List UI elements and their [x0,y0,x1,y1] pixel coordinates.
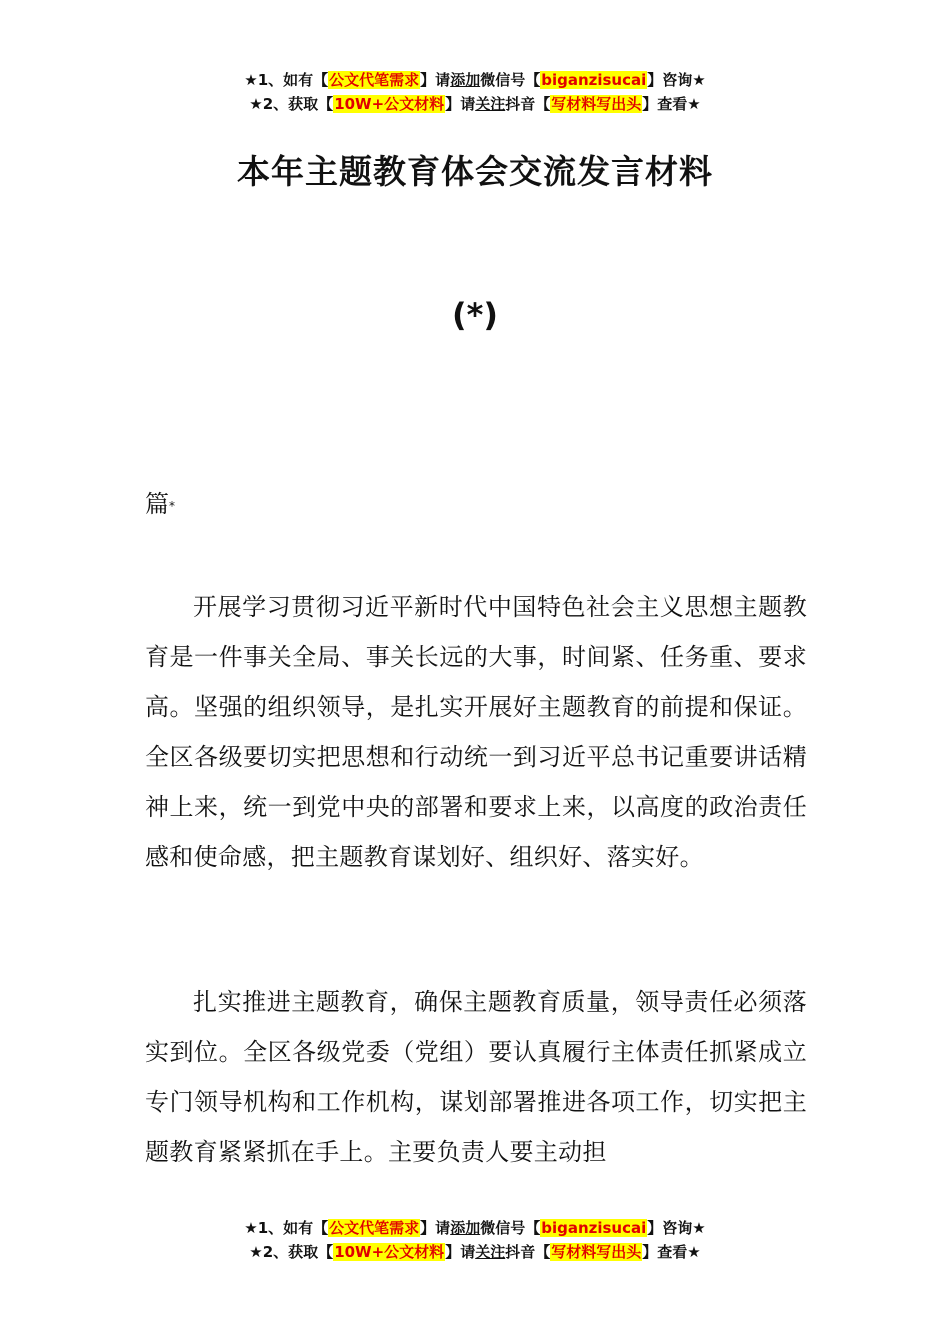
section-label: 篇* [145,490,175,518]
footer-banner [0,1216,950,1264]
highlight-materials: 10W+公文材料 [334,1243,445,1261]
header-banner [0,68,950,116]
highlight-service: 公文代笔需求 [329,1219,420,1237]
section-mark: * [169,499,175,513]
banner-line-2: ★2、获取【10W+公文材料】请关注抖音【写材料写出头】查看★ [249,95,701,113]
highlight-materials: 10W+公文材料 [334,95,445,113]
document-title: 本年主题教育体会交流发言材料 [237,152,713,191]
banner-line-1: ★1、如有【公文代笔需求】请添加微信号【biganzisucai】咨询★ [244,71,706,89]
highlight-wechat-id: biganzisucai [541,1219,647,1237]
highlight-service: 公文代笔需求 [329,71,420,89]
banner-line-1: ★1、如有【公文代笔需求】请添加微信号【biganzisucai】咨询★ [244,1219,706,1237]
highlight-douyin-id: 写材料写出头 [551,95,642,113]
banner-line-2: ★2、获取【10W+公文材料】请关注抖音【写材料写出头】查看★ [249,1243,701,1261]
document-marker: (*) [452,296,498,334]
highlight-douyin-id: 写材料写出头 [551,1243,642,1261]
body-paragraph-1: 开展学习贯彻习近平新时代中国特色社会主义思想主题教育是一件事关全局、事关长远的大事，时间紧、任务重、要求高。坚强的组织领导，是扎实开展好主题教育的前提和保证。全区各级要切实把思想和行动统一到习近平总书记重要讲话精神上来，统一到党中央的部署和要求上来，以高度的政治责任感和使命感，把主题教育谋划好、组织好、落实好。 [145,593,807,871]
highlight-wechat-id: biganzisucai [541,71,647,89]
body-paragraph-2: 扎实推进主题教育，确保主题教育质量，领导责任必须落实到位。全区各级党委（党组）要认真履行主体责任抓紧成立专门领导机构和工作机构，谋划部署推进各项工作，切实把主题教育紧紧抓在手上。主要负责人要主动担 [145,988,807,1166]
